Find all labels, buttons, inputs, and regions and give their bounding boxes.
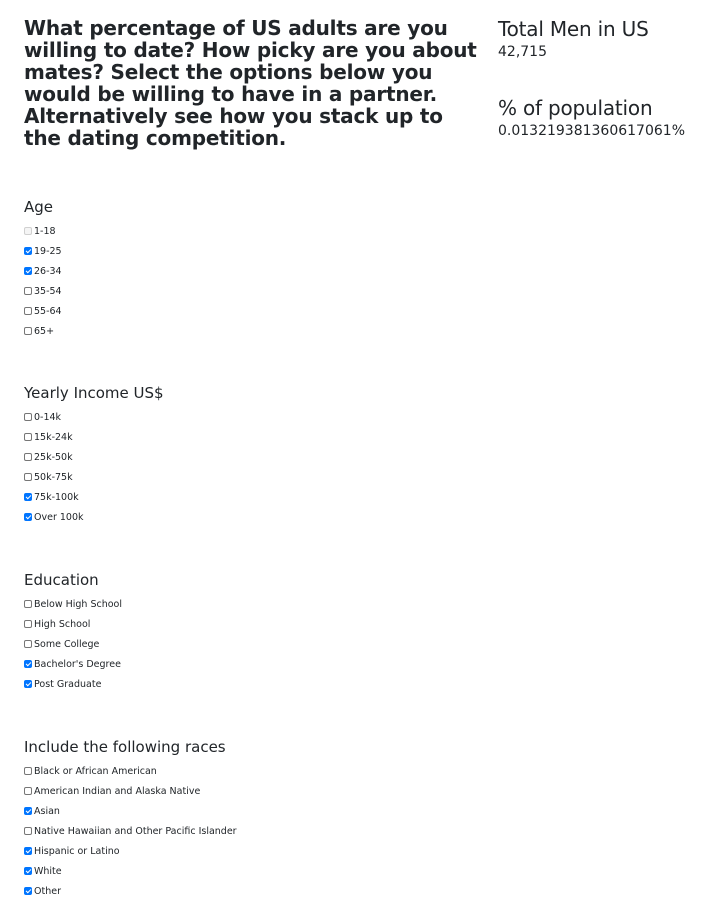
income-option-label[interactable]: 0-14k [34,411,62,423]
age-option[interactable] [24,241,62,261]
education-option-label[interactable]: Some College [34,638,100,650]
age-option[interactable] [24,301,62,321]
age-option-label[interactable]: 35-54 [34,285,62,297]
intro-text: What percentage of US adults are you willing to date? How picky are you about mates? Select the options below you would be willing to have in a partner. Alternatively see how you stack up to the dating competition. [24,16,477,150]
age-option-label[interactable]: 55-64 [34,305,62,317]
age-section [24,197,62,341]
age-option-label[interactable]: 26-34 [34,265,62,277]
race-option-label[interactable]: Hispanic or Latino [34,845,120,857]
income-option[interactable] [24,407,164,427]
age-title: Age [24,198,54,216]
population-percent-stat [498,96,698,140]
education-checkbox[interactable] [24,660,32,668]
population-percent-value: 0.013219381360617061% [498,123,685,139]
race-option[interactable] [24,841,237,861]
education-section [24,570,122,694]
education-option[interactable] [24,614,122,634]
age-option[interactable] [24,281,62,301]
race-option[interactable] [24,881,237,901]
income-title: Yearly Income US$ [24,384,164,402]
education-checkbox[interactable] [24,600,32,608]
race-option[interactable] [24,861,237,881]
age-option-label[interactable]: 19-25 [34,245,62,257]
education-checkbox[interactable] [24,680,32,688]
education-title: Education [24,571,99,589]
race-checkbox[interactable] [24,767,32,775]
education-option-label[interactable]: Bachelor's Degree [34,658,121,670]
age-option-label[interactable]: 1-18 [34,225,56,237]
total-men-value: 42,715 [498,44,547,60]
race-option-label[interactable]: American Indian and Alaska Native [34,785,201,797]
age-checkbox[interactable] [24,327,32,335]
race-checkbox[interactable] [24,807,32,815]
total-men-stat [498,17,698,61]
age-option[interactable] [24,221,62,241]
race-option[interactable] [24,761,237,781]
income-option[interactable] [24,447,164,467]
education-option[interactable] [24,634,122,654]
education-option-label[interactable]: High School [34,618,91,630]
income-section [24,383,164,527]
age-checkbox[interactable] [24,267,32,275]
income-option-label[interactable]: Over 100k [34,511,84,523]
age-option-label[interactable]: 65+ [34,325,55,337]
race-option-label[interactable]: Asian [34,805,60,817]
population-percent-label: % of population [498,96,653,120]
education-options [24,594,122,694]
education-option-label[interactable]: Below High School [34,598,122,610]
education-option[interactable] [24,654,122,674]
age-checkbox [24,227,32,235]
age-checkbox[interactable] [24,287,32,295]
race-option[interactable] [24,801,237,821]
race-option[interactable] [24,781,237,801]
income-option[interactable] [24,487,164,507]
income-checkbox[interactable] [24,433,32,441]
race-options [24,761,237,901]
age-checkbox[interactable] [24,307,32,315]
race-checkbox[interactable] [24,867,32,875]
race-option-label[interactable]: Black or African American [34,765,157,777]
income-options [24,407,164,527]
age-options [24,221,62,341]
education-option-label[interactable]: Post Graduate [34,678,102,690]
race-option-label[interactable]: White [34,865,62,877]
race-section [24,737,237,901]
income-option[interactable] [24,507,164,527]
race-option-label[interactable]: Native Hawaiian and Other Pacific Islander [34,825,237,837]
race-title: Include the following races [24,738,226,756]
income-option-label[interactable]: 75k-100k [34,491,79,503]
income-option[interactable] [24,427,164,447]
total-men-label: Total Men in US [498,17,649,41]
race-checkbox[interactable] [24,847,32,855]
education-checkbox[interactable] [24,620,32,628]
income-checkbox[interactable] [24,413,32,421]
income-checkbox[interactable] [24,513,32,521]
income-checkbox[interactable] [24,493,32,501]
income-checkbox[interactable] [24,453,32,461]
education-option[interactable] [24,674,122,694]
race-option[interactable] [24,821,237,841]
income-option-label[interactable]: 25k-50k [34,451,73,463]
income-option-label[interactable]: 15k-24k [34,431,73,443]
race-checkbox[interactable] [24,827,32,835]
race-option-label[interactable]: Other [34,885,61,897]
education-checkbox[interactable] [24,640,32,648]
income-checkbox[interactable] [24,473,32,481]
education-option[interactable] [24,594,122,614]
age-option[interactable] [24,261,62,281]
income-option[interactable] [24,467,164,487]
race-checkbox[interactable] [24,787,32,795]
race-checkbox[interactable] [24,887,32,895]
income-option-label[interactable]: 50k-75k [34,471,73,483]
age-checkbox[interactable] [24,247,32,255]
age-option[interactable] [24,321,62,341]
